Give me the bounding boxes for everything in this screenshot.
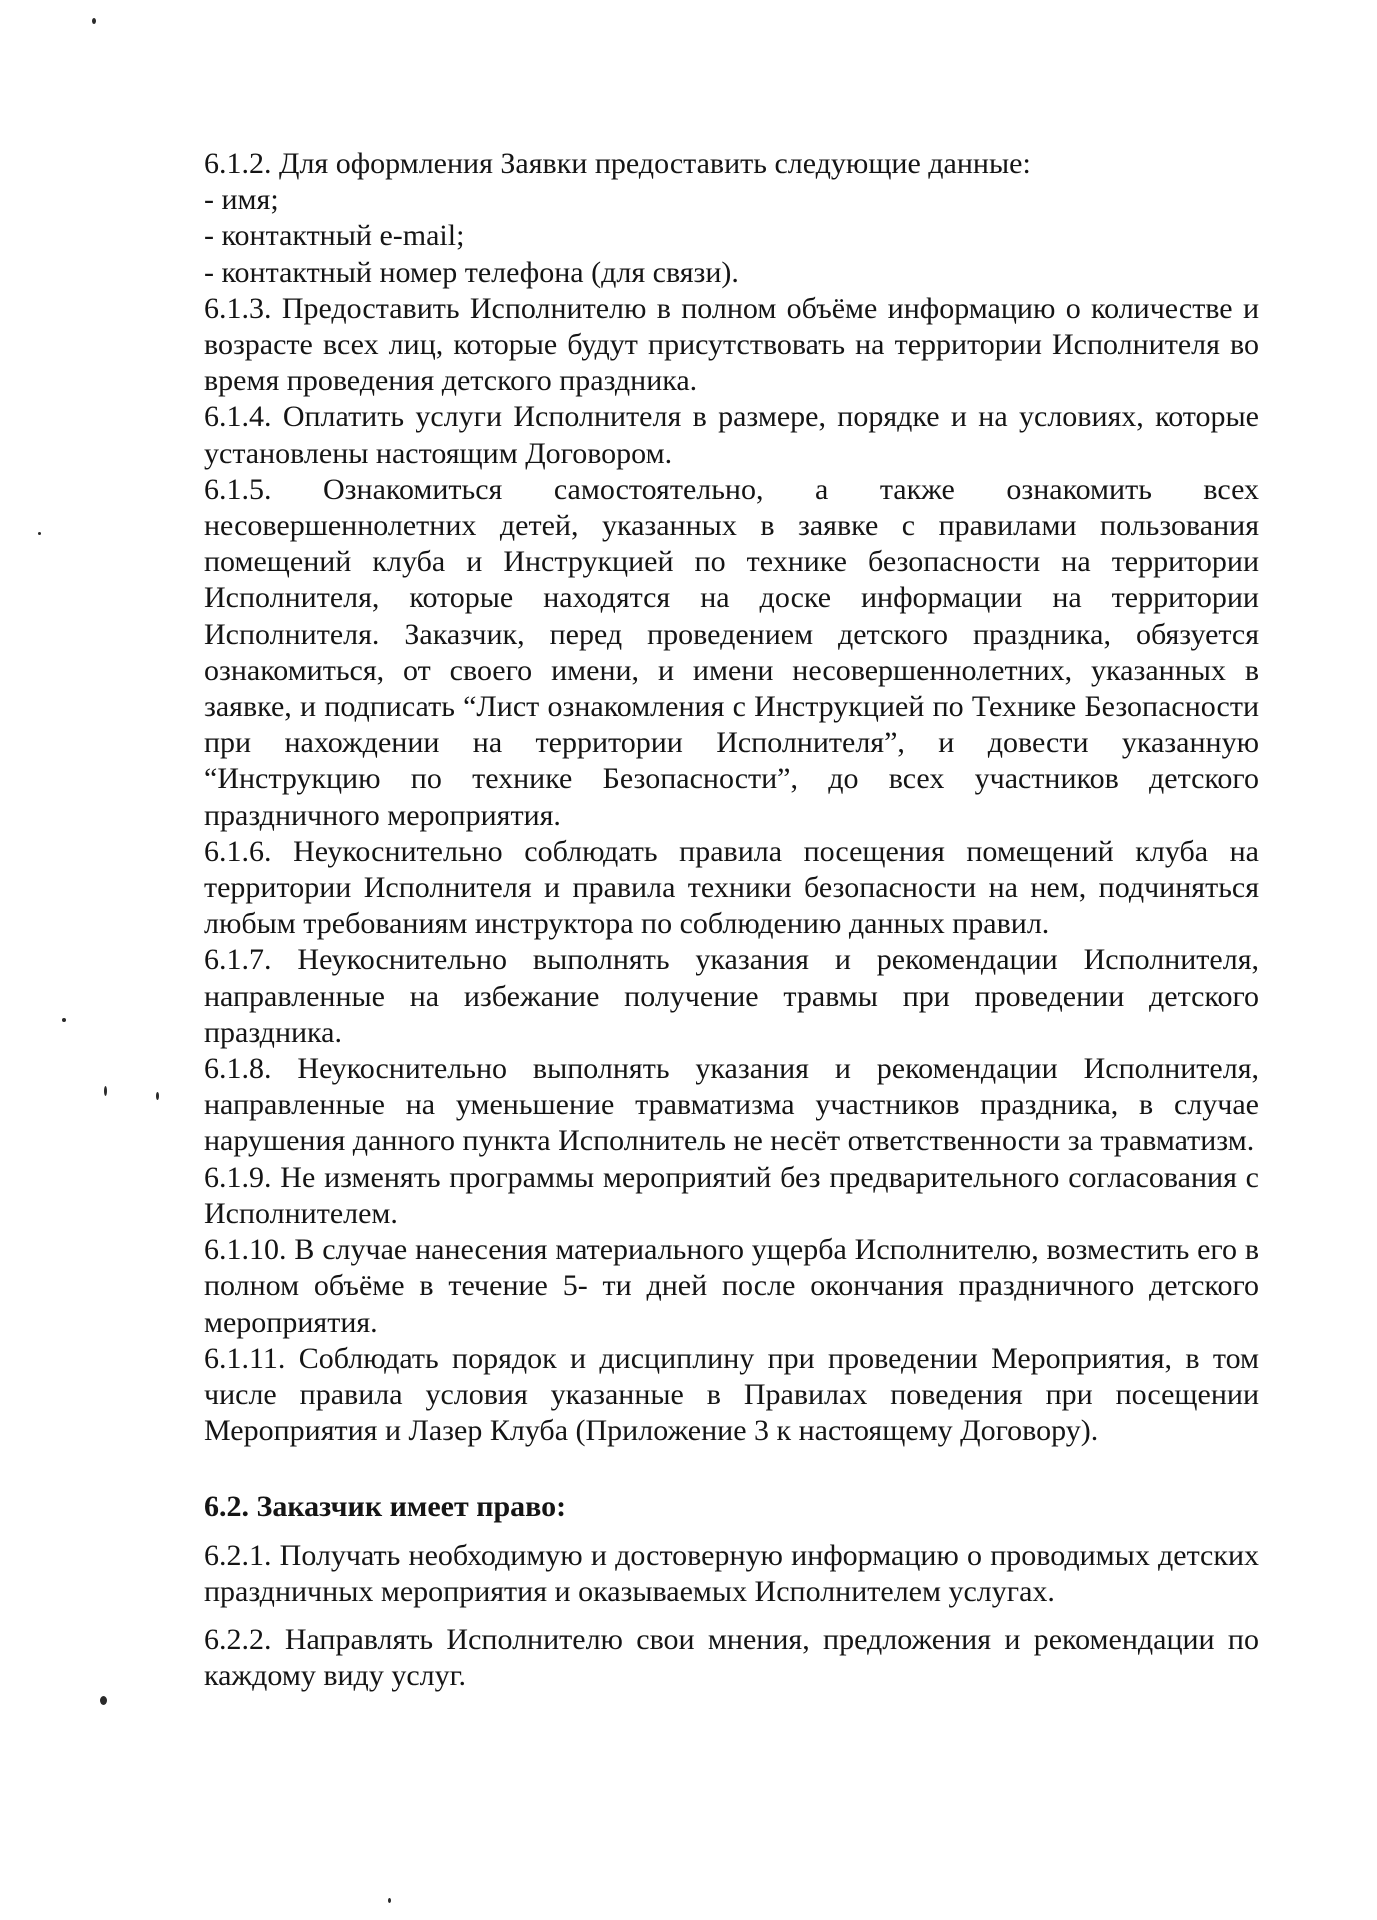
paragraph: 6.1.11. Соблюдать порядок и дисциплину при проведении Мероприятия, в том числе правила условия указанные в Правилах поведения при посещении Мероприятия и Лазер Клуба (Приложение 3 к настоящему Договору). — [204, 1341, 1259, 1448]
paragraph: 6.1.9. Не изменять программы мероприятий без предварительного согласования с Исполнителем. — [204, 1160, 1259, 1230]
scan-speck — [100, 1696, 107, 1705]
paragraph: - контактный e-mail; — [204, 219, 465, 253]
paragraph: - контактный номер телефона (для связи). — [204, 255, 739, 289]
paragraph: 6.1.10. В случае нанесения материального ущерба Исполнителю, возместить его в полном объёме в течение 5- ти дней после окончания праздничного детского мероприятия. — [204, 1233, 1259, 1339]
spacer — [204, 1610, 1259, 1622]
scan-speck — [388, 1898, 391, 1903]
paragraph: - имя; — [204, 183, 279, 217]
scan-speck — [38, 532, 41, 535]
paragraph: 6.1.6. Неукоснительно соблюдать правила посещения помещений клуба на территории Исполнителя и правила техники безопасности на нем, подчиняться любым требованиям инструктора по соблюдению данных правил. — [204, 834, 1259, 941]
paragraph: 6.2.2. Направлять Исполнителю свои мнения, предложения и рекомендации по каждому виду услуг. — [204, 1622, 1259, 1693]
paragraph: 6.1.8. Неукоснительно выполнять указания и рекомендации Исполнителя, направленные на уменьшение травматизма участников праздника, в случае нарушения данного пункта Исполнитель не несёт ответственности за травматизм. — [204, 1052, 1259, 1158]
paragraph: 6.2.1. Получать необходимую и достоверную информацию о проводимых детских праздничных мероприятия и оказываемых Исполнителем услугах. — [204, 1538, 1259, 1608]
scan-speck — [62, 1018, 66, 1022]
scan-speck — [104, 1086, 107, 1096]
paragraph: 6.1.5. Ознакомиться самостоятельно, а также ознакомить всех несовершеннолетних детей, указанных в заявке с правилами пользования помещений клуба и Инструкцией по технике безопасности на территории Исполнителя, которые находятся на доске информации на территории Исполнителя. Заказчик, перед проведением детского праздника, обязуется ознакомиться, от своего имени, и имени несовершеннолетних, указанных в заявке, и подписать “Лист ознакомления с Инструкцией по Технике Безопасности при нахождении на территории Исполнителя”, и довести указанную “Инструкцию по технике Безопасности”, до всех участников детского праздничного мероприятия. — [204, 472, 1259, 832]
spacer — [204, 1526, 1259, 1538]
paragraph: 6.1.2. Для оформления Заявки предоставить следующие данные: — [204, 147, 1031, 180]
paragraph: 6.1.4. Оплатить услуги Исполнителя в размере, порядке и на условиях, которые установлены настоящим Договором. — [204, 400, 1259, 470]
section-heading: 6.2. Заказчик имеет право: — [204, 1490, 567, 1524]
scan-speck — [92, 18, 96, 24]
paragraph: 6.1.3. Предоставить Исполнителю в полном объёме информацию о количестве и возрасте всех лиц, которые будут присутствовать на территории Исполнителя во время проведения детского праздника. — [204, 291, 1259, 398]
document-body — [204, 146, 1259, 1694]
spacer — [204, 1449, 1259, 1489]
paragraph: 6.1.7. Неукоснительно выполнять указания и рекомендации Исполнителя, направленные на избежание получение травмы при проведении детского праздника. — [204, 943, 1259, 1049]
scan-speck — [156, 1092, 159, 1100]
